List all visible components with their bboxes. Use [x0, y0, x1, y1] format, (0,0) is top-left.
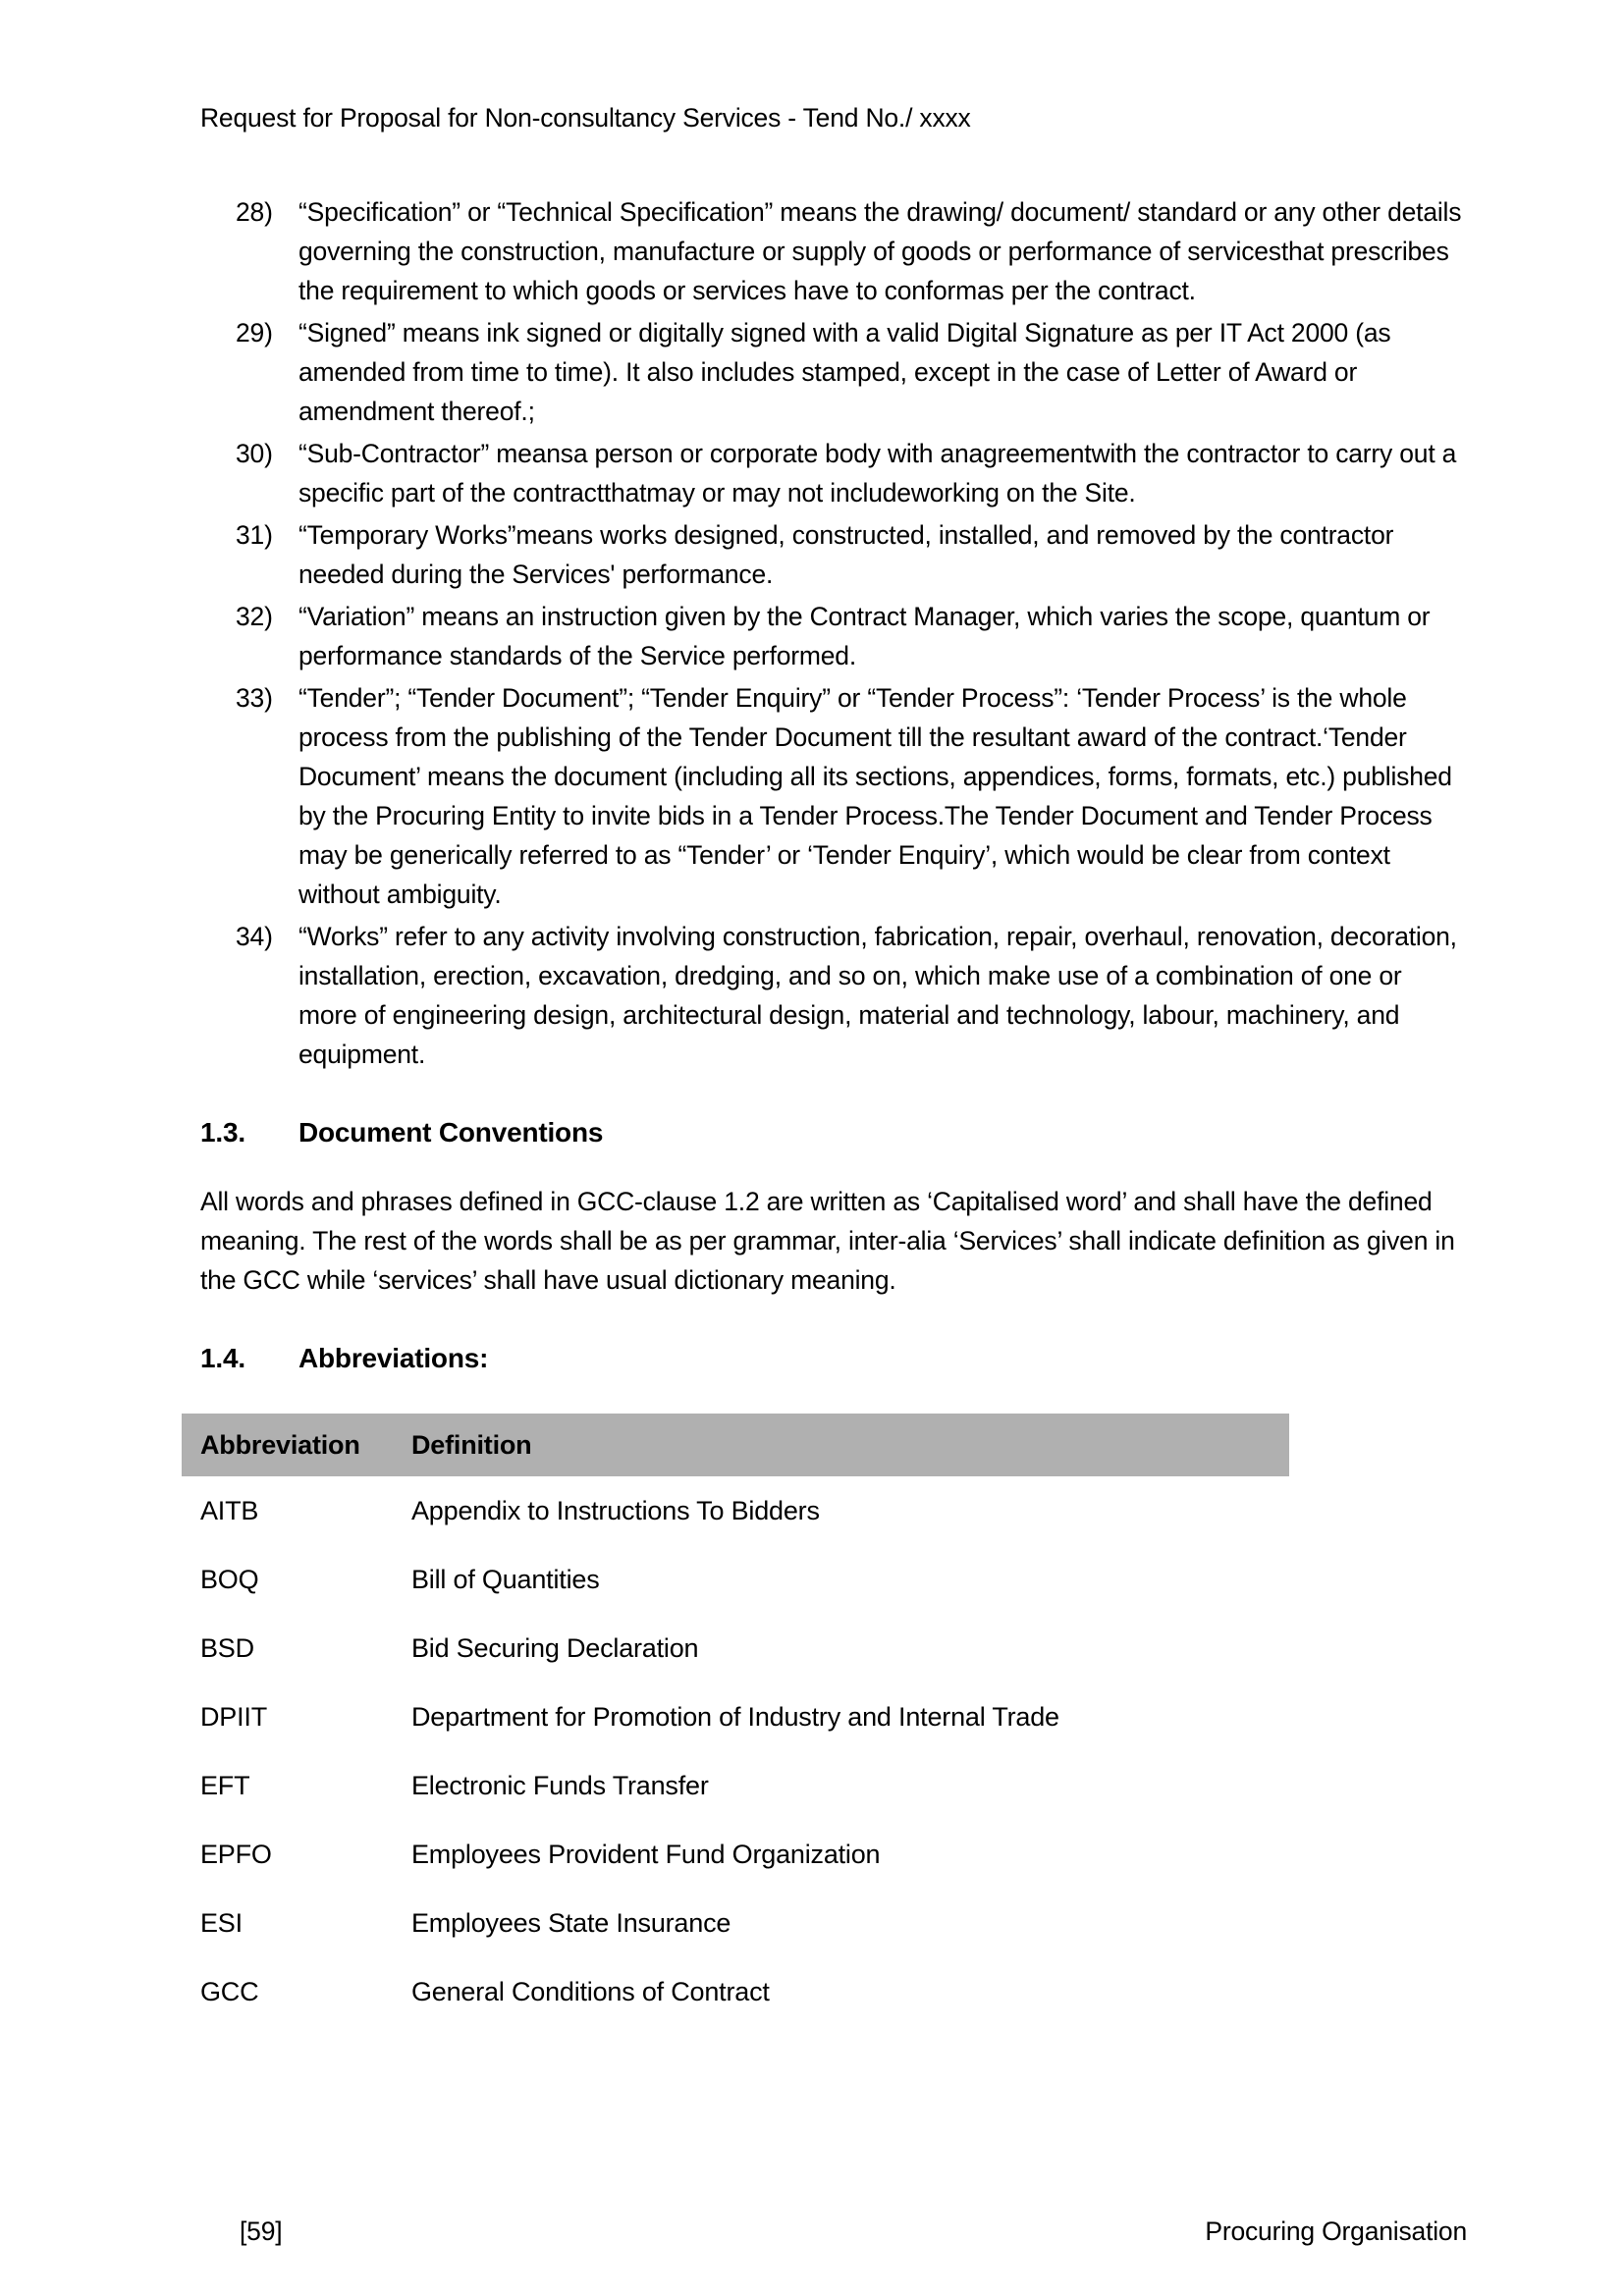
list-item	[200, 313, 1467, 431]
table-cell-def: Department for Promotion of Industry and Internal Trade	[411, 1702, 1059, 1732]
list-item-text: “Temporary Works”means works designed, constructed, installed, and removed by the contractor needed during the Services' performance.	[298, 520, 1394, 589]
table-cell-def: Appendix to Instructions To Bidders	[411, 1496, 820, 1525]
table-cell-def: Employees Provident Fund Organization	[411, 1840, 881, 1869]
table-row	[182, 1957, 1289, 2026]
table-cell-abbr: EFT	[200, 1771, 250, 1800]
table-header-row	[182, 1414, 1289, 1476]
section-title: Abbreviations:	[298, 1343, 489, 1373]
section-heading-abbreviations	[200, 1339, 1467, 1378]
table-cell-abbr: AITB	[200, 1496, 259, 1525]
table-cell-def: Employees State Insurance	[411, 1908, 731, 1938]
list-item-text: “Variation” means an instruction given by the Contract Manager, which varies the scope, quantum or performance standards of the Service performed.	[298, 602, 1431, 670]
list-item-text: “Specification” or “Technical Specification” means the drawing/ document/ standard or any other details governing the construction, manufacture or supply of goods or performance of servicesthat prescribes the requirement to which goods or services have to conformas per the contract.	[298, 197, 1462, 305]
document-header: Request for Proposal for Non-consultancy Services - Tend No./ xxxx	[200, 103, 971, 133]
list-item	[200, 192, 1467, 310]
footer-organisation: Procuring Organisation	[1205, 2216, 1467, 2246]
list-item	[200, 678, 1467, 914]
list-item-number: 34)	[236, 922, 273, 951]
list-item	[200, 917, 1467, 1074]
definitions-list	[200, 192, 1467, 1074]
table-row	[182, 1751, 1289, 1820]
document-conventions-paragraph: All words and phrases defined in GCC-clause 1.2 are written as ‘Capitalised word’ and shall have the defined meaning. The rest of the words shall be as per grammar, inter-alia ‘Services’ shall indicate definition as given in the GCC while ‘services’ shall have usual dictionary meaning.	[200, 1187, 1455, 1295]
list-item-number: 30)	[236, 439, 273, 468]
list-item-number: 32)	[236, 602, 273, 631]
table-cell-abbr: BOQ	[200, 1565, 259, 1594]
table-cell-abbr: BSD	[200, 1633, 254, 1663]
table-row	[182, 1820, 1289, 1889]
abbreviations-table	[182, 1414, 1289, 2026]
table-row	[182, 1545, 1289, 1614]
table-cell-abbr: ESI	[200, 1908, 243, 1938]
table-row	[182, 1476, 1289, 1545]
table-cell-abbr: DPIIT	[200, 1702, 268, 1732]
table-header-definition: Definition	[393, 1414, 1289, 1476]
list-item-number: 29)	[236, 318, 273, 347]
list-item-number: 33)	[236, 683, 273, 713]
list-item-number: 28)	[236, 197, 273, 227]
table-cell-abbr: EPFO	[200, 1840, 272, 1869]
list-item-text: “Tender”; “Tender Document”; “Tender Enquiry” or “Tender Process”: ‘Tender Process’ is the whole process from the publishing of the Tender Document till the resultant award of the contract.‘Tender Document’ means the document (including all its sections, appendices, forms, formats, etc.) published by the Procuring Entity to invite bids in a Tender Process.The Tender Document and Tender Process may be generically referred to as “Tender’ or ‘Tender Enquiry’, which would be clear from context without ambiguity.	[298, 683, 1452, 909]
table-cell-def: Bid Securing Declaration	[411, 1633, 699, 1663]
list-item	[200, 515, 1467, 594]
table-row	[182, 1682, 1289, 1751]
table-cell-def: General Conditions of Contract	[411, 1977, 770, 2006]
table-row	[182, 1889, 1289, 1957]
list-item	[200, 434, 1467, 512]
list-item	[200, 597, 1467, 675]
table-cell-abbr: GCC	[200, 1977, 259, 2006]
list-item-text: “Sub-Contractor” meansa person or corporate body with anagreementwith the contractor to carry out a specific part of the contractthatmay or may not includeworking on the Site.	[298, 439, 1457, 507]
section-title: Document Conventions	[298, 1117, 604, 1148]
section-number: 1.4.	[200, 1343, 245, 1373]
section-number: 1.3.	[200, 1117, 245, 1148]
list-item-text: “Signed” means ink signed or digitally signed with a valid Digital Signature as per IT Act 2000 (as amended from time to time). It also includes stamped, except in the case of Letter of Award or amendment thereof.;	[298, 318, 1391, 426]
table-cell-def: Bill of Quantities	[411, 1565, 600, 1594]
page-number: [59]	[240, 2216, 283, 2246]
table-row	[182, 1614, 1289, 1682]
page-footer	[200, 2212, 1467, 2251]
section-heading-document-conventions	[200, 1113, 1467, 1152]
list-item-number: 31)	[236, 520, 273, 550]
table-cell-def: Electronic Funds Transfer	[411, 1771, 709, 1800]
list-item-text: “Works” refer to any activity involving construction, fabrication, repair, overhaul, renovation, decoration, installation, erection, excavation, dredging, and so on, which make use of a combination of one or more of engineering design, architectural design, material and technology, labour, machinery, and equipment.	[298, 922, 1457, 1069]
table-header-abbreviation: Abbreviation	[182, 1414, 393, 1476]
